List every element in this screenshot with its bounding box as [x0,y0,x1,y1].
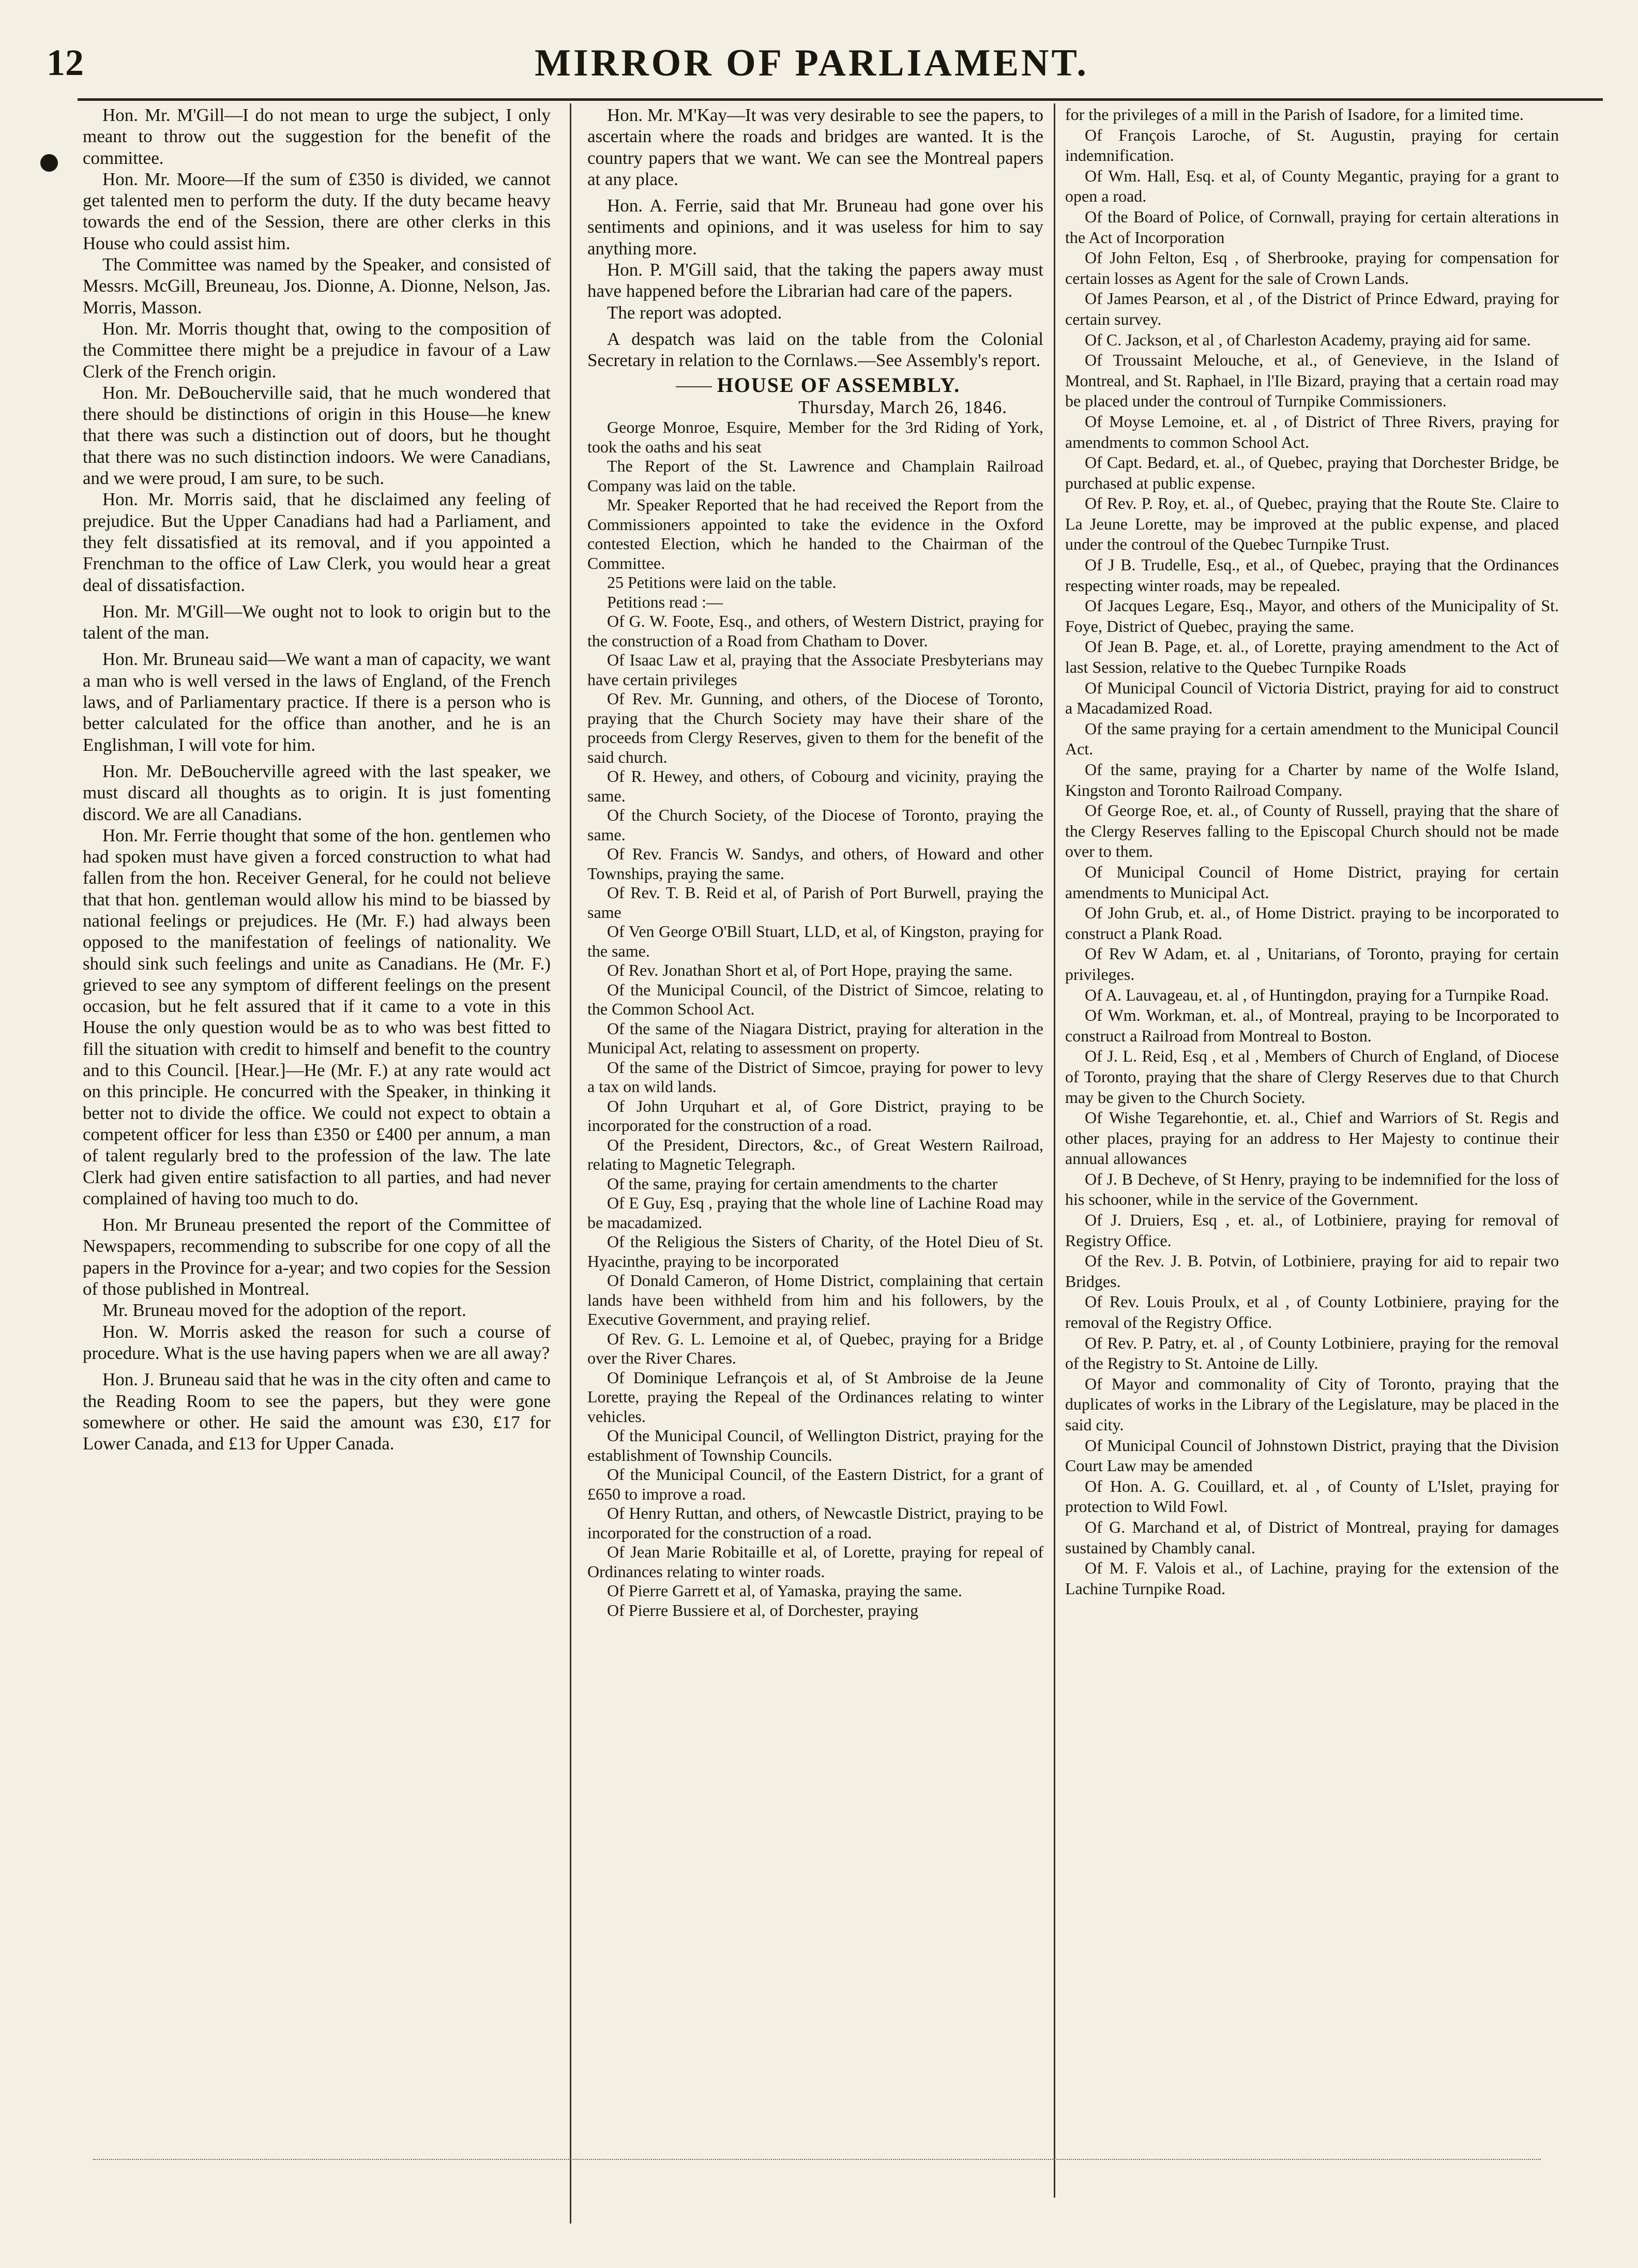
petition-item: Of the Municipal Council, of Wellington District, praying for the establishment of Township Councils. [587,1426,1043,1464]
paragraph: Hon. Mr. M'Gill—I do not mean to urge the subject, I only meant to throw out the suggestion for the benefit of the committee. [83,105,551,168]
petition-item: Of John Grub, et. al., of Home District. praying to be incorporated to construct a Plank Road. [1065,903,1559,943]
petition-item: Of Rev. T. B. Reid et al, of Parish of Port Burwell, praying the same [587,883,1043,921]
proceeding-item: George Monroe, Esquire, Member for the 3rd Riding of York, took the oaths and his seat [587,418,1043,456]
petition-item: Of the Religious the Sisters of Charity, of the Hotel Dieu of St. Hyacinthe, praying to be incorporated [587,1232,1043,1271]
paragraph: Hon. Mr. DeBoucherville said, that he much wondered that there should be distinctions of origin in this House—he knew that there was such a distinction out of doors, but he thought that there was no such distinction indoors. We were Canadians, and we were proud, I am sure, to be such. [83,382,551,489]
petition-item: Of Municipal Council of Home District, praying for certain amendments to Municipal Act. [1065,862,1559,902]
paragraph: Hon. Mr Bruneau presented the report of the Committee of Newspapers, recommending to subscribe for one copy of all the papers in the Province for a-year; and two copies for the Session of those published in Montreal. [83,1215,551,1299]
petition-item: Of Rev W Adam, et. al , Unitarians, of Toronto, praying for certain privileges. [1065,944,1559,984]
petition-item: Of Municipal Council of Johnstown District, praying that the Division Court Law may be amended [1065,1435,1559,1475]
petition-item: Of C. Jackson, et al , of Charleston Academy, praying aid for same. [1085,330,1531,349]
paragraph: Hon. W. Morris asked the reason for such a course of procedure. What is the use having papers when we are all away? [83,1321,551,1363]
petition-item: Of George Roe, et. al., of County of Russell, praying that the share of the Clergy Reserves falling to the Episcopal Church should not be made over to them. [1065,801,1559,861]
petition-item: Of the same of the Niagara District, praying for alteration in the Municipal Act, relating to assessment on property. [587,1019,1043,1057]
petition-item: Of the Municipal Council, of the District of Simcoe, relating to the Common School Act. [587,980,1043,1019]
paragraph: Hon. P. M'Gill said, that the taking the papers away must have happened before the Librarian had care of the papers. [587,260,1043,301]
paragraph: Hon. Mr. M'Kay—It was very desirable to see the papers, to ascertain where the roads and bridges are wanted. It is the country papers that we want. We can see the Montreal papers at any place. [587,105,1043,189]
column-rule-2 [1054,103,1055,2198]
petition-item: Of Wm. Hall, Esq. et al, of County Megantic, praying for a grant to open a road. [1065,166,1559,206]
petition-item: Of Donald Cameron, of Home District, complaining that certain lands have been withheld from him and his followers, by the Executive Government, and praying relief. [587,1271,1043,1329]
petition-item: Of Rev. Jonathan Short et al, of Port Hope, praying the same. [607,961,1013,980]
paragraph: Hon. Mr. Ferrie thought that some of the hon. gentlemen who had spoken must have given a forced construction to what had fallen from the hon. Receiver General, for he could not believe that that hon. gentleman would allow his mind to be biassed by national feelings or prejudices. He (Mr. F.) had always been opposed to the manifestation of feelings of nationality. We should sink such feelings and unite as Canadians. He (Mr. F.) grieved to see any symptom of different feelings on the present occasion, but he felt assured that if it came to a vote in this House the only question would be as to who was best fitted to fill the situation with credit to himself and benefit to the country and to this Council. [Hear.]—He (Mr. F.) at any rate would act on this principle. He concurred with the Speaker, in thinking it better not to divide the office. We could not expect to obtain a competent officer for less than £350 or £400 per annum, a man of talent regularly bred to the profession of the law. The late Clerk had given entire satisfaction to all parties, and had never complained of having too much to do. [83,825,551,1208]
petition-item: Of the Rev. J. B. Potvin, of Lotbiniere, praying for aid to repair two Bridges. [1065,1251,1559,1291]
petition-item: Of the same of the District of Simcoe, praying for power to levy a tax on wild lands. [587,1057,1043,1096]
heading-rule [676,386,712,387]
paragraph: Hon. Mr. DeBoucherville agreed with the last speaker, we must discard all thoughts as to origin. It is just fomenting discord. We are all Canadians. [83,761,551,824]
petition-item: Of R. Hewey, and others, of Cobourg and vicinity, praying the same. [587,767,1043,805]
petition-item: Of the Board of Police, of Cornwall, praying for certain alterations in the Act of Incorporation [1065,207,1559,247]
petition-item: Of the same, praying for certain amendments to the charter [607,1174,998,1193]
proceedings-list [587,418,1043,1620]
bottom-rule [93,2159,1541,2160]
proceeding-item: The Report of the St. Lawrence and Champlain Railroad Company was laid on the table. [587,457,1043,495]
paragraph: The Committee was named by the Speaker, and consisted of Messrs. McGill, Breuneau, Jos. Dionne, A. Dionne, Nelson, Jas. Morris, Masson. [83,254,551,317]
paragraph: Hon. Mr. Morris said, that he disclaimed any feeling of prejudice. But the Upper Canadians had had a Parliament, and they felt dissatisfied at its removal, and if you appointed a Frenchman to the office of Law Clerk, you would hear a great deal of dissatisfaction. [83,489,551,595]
petition-item: Of Mayor and commonality of City of Toronto, praying that the duplicates of works in the Library of the Legislature, may be placed in the said city. [1065,1374,1559,1434]
paragraph: Hon. Mr. Bruneau said—We want a man of capacity, we want a man who is well versed in the laws of England, of the French laws, and of Parliamentary practice. If there is a person who is better calculated for the office than another, and he is an Englishman, I will vote for him. [83,649,551,755]
paragraph: Hon. Mr. Moore—If the sum of £350 is divided, we cannot get talented men to perform the duty. If the duty became heavy towards the end of the Session, there are other clerks in this House who could assist him. [83,169,551,253]
petition-item: Of J. L. Reid, Esq , et al , Members of Church of England, of Diocese of Toronto, praying that the share of Clergy Reserves due to that Church may be given to the Church Society. [1065,1047,1559,1107]
header-rule [78,98,1603,101]
petition-item: Of Rev. G. L. Lemoine et al, of Quebec, praying for a Bridge over the River Chares. [587,1329,1043,1368]
petition-item: Of Dominique Lefrançois et al, of St Ambroise de la Jeune Lorette, praying the Repeal of the Ordinances relating to winter vehicles. [587,1368,1043,1426]
petition-item: Of G. Marchand et al, of District of Montreal, praying for damages sustained by Chambly canal. [1065,1517,1559,1557]
ink-blot [40,154,58,172]
column-3 [1065,104,1559,1599]
petition-item: Of the same praying for a certain amendment to the Municipal Council Act. [1065,719,1559,759]
petition-item: Of A. Lauvageau, et. al , of Huntingdon, praying for a Turnpike Road. [1085,985,1549,1004]
petition-item: Of Troussaint Melouche, et al., of Genevieve, in the Island of Montreal, and St. Raphael, in l'Ile Bizard, praying that a certain road may be placed under the controul of Turnpike Commissioners. [1065,351,1559,411]
petition-item: Of Ven George O'Bill Stuart, LLD, et al, of Kingston, praying for the same. [587,922,1043,960]
petition-item: Of John Urquhart et al, of Gore District, praying to be incorporated for the construction of a road. [587,1096,1043,1135]
petition-item: Of M. F. Valois et al., of Lachine, praying for the extension of the Lachine Turnpike Road. [1065,1559,1559,1598]
petition-item: Of Isaac Law et al, praying that the Associate Presbyterians may have certain privileges [587,651,1043,689]
petition-item: Of Municipal Council of Victoria District, praying for aid to construct a Macadamized Road. [1065,678,1559,718]
column-rule-1 [570,103,571,2224]
page-number: 12 [47,42,84,83]
petition-item: Of the Municipal Council, of the Eastern District, for a grant of £650 to improve a road. [587,1465,1043,1503]
page-title: MIRROR OF PARLIAMENT. [535,42,1089,84]
section-heading [587,374,1043,396]
dateline: Thursday, March 26, 1846. [798,397,1007,417]
section-title: HOUSE OF ASSEMBLY. [717,373,961,397]
petition-item: Of John Felton, Esq , of Sherbrooke, praying for compensation for certain losses as Agent for the sale of Crown Lands. [1065,248,1559,288]
petition-item: Of Wm. Workman, et. al., of Montreal, praying to be Incorporated to construct a Railroad from Montreal to Boston. [1065,1006,1559,1045]
petition-item: Of Jean Marie Robitaille et al, of Lorette, praying for repeal of Ordinances relating to winter roads. [587,1543,1043,1581]
paragraph: Mr. Bruneau moved for the adoption of the report. [102,1300,466,1321]
petition-item: for the privileges of a mill in the Parish of Isadore, for a limited time. [1065,105,1524,124]
petition-item: Of Moyse Lemoine, et. al , of District of Three Rivers, praying for amendments to common School Act. [1065,412,1559,451]
petition-item: Of J. Druiers, Esq , et. al., of Lotbiniere, praying for removal of Registry Office. [1065,1211,1559,1250]
petition-item: Of Rev. Francis W. Sandys, and others, of Howard and other Townships, praying the same. [587,844,1043,883]
petition-item: Of J B. Trudelle, Esq., et al., of Quebec, praying that the Ordinances respecting winter roads, may be repealed. [1065,555,1559,595]
paragraph: Hon. J. Bruneau said that he was in the city often and came to the Reading Room to see the papers, but they were gone somewhere or other. He said the amount was £30, £17 for Lower Canada, and £13 for Upper Canada. [83,1369,551,1454]
petition-item: Of Rev. P. Roy, et. al., of Quebec, praying that the Route Ste. Claire to La Jeune Lorette, may be improved at the public expense, and placed under the controul of the Quebec Turnpike Trust. [1065,494,1559,554]
petition-item: Of the same, praying for a Charter by name of the Wolfe Island, Kingston and Toronto Railroad Company. [1065,760,1559,799]
petition-item: Of the President, Directors, &c., of Great Western Railroad, relating to Magnetic Telegraph. [587,1135,1043,1174]
paragraph: A despatch was laid on the table from the Colonial Secretary in relation to the Cornlaws.—See Assembly's report. [587,328,1043,371]
petition-item: Of Jacques Legare, Esq., Mayor, and others of the Municipality of St. Foye, District of Quebec, praying the same. [1065,596,1559,636]
petition-item: Of Jean B. Page, et. al., of Lorette, praying amendment to the Act of last Session, relative to the Quebec Turnpike Roads [1065,637,1559,677]
column-2 [587,104,1043,1620]
petition-item: Of Pierre Garrett et al, of Yamaska, praying the same. [607,1581,962,1600]
petition-item: Of the Church Society, of the Diocese of Toronto, praying the same. [587,806,1043,844]
petition-item: Of Capt. Bedard, et. al., of Quebec, praying that Dorchester Bridge, be purchased at public expense. [1065,453,1559,492]
petition-item: Of Rev. Louis Proulx, et al , of County Lotbiniere, praying for the removal of the Registry Office. [1065,1292,1559,1332]
paragraph: The report was adopted. [607,302,782,323]
column-1 [83,104,551,1454]
page-header [47,30,1577,97]
proceeding-item: Mr. Speaker Reported that he had received the Report from the Commissioners appointed to take the evidence in the Oxford contested Election, which he handed to the Chairman of the Committee. [587,495,1043,572]
proceeding-item: 25 Petitions were laid on the table. [607,573,837,592]
petition-item: Of Rev. Mr. Gunning, and others, of the Diocese of Toronto, praying that the Church Society may have their share of the proceeds from Clergy Reserves, given to them for the benefit of the said church. [587,689,1043,766]
petition-item: Of E Guy, Esq , praying that the whole line of Lachine Road may be macadamized. [587,1193,1043,1232]
petition-item: Of James Pearson, et al , of the District of Prince Edward, praying for certain survey. [1065,289,1559,328]
petition-item: Of Wishe Tegarehontie, et. al., Chief and Warriors of St. Regis and other places, praying for an address to Her Majesty to continue their annual allowances [1065,1108,1559,1168]
paragraph: Hon. Mr. Morris thought that, owing to the composition of the Committee there might be a prejudice in favour of a Law Clerk of the French origin. [83,318,551,382]
petition-item: Of Henry Ruttan, and others, of Newcastle District, praying to be incorporated for the construction of a road. [587,1504,1043,1542]
paragraph: Hon. Mr. M'Gill—We ought not to look to origin but to the talent of the man. [83,601,551,643]
petition-item: Of Pierre Bussiere et al, of Dorchester, praying [607,1600,919,1620]
paragraph: Hon. A. Ferrie, said that Mr. Bruneau had gone over his sentiments and opinions, and it was useless for him to say anything more. [587,195,1043,259]
petition-item: Of J. B Decheve, of St Henry, praying to be indemnified for the loss of his schooner, while in the service of the Government. [1065,1169,1559,1209]
proceeding-item: Petitions read :— [607,592,723,611]
petition-item: Of Rev. P. Patry, et. al , of County Lotbiniere, praying for the removal of the Registry to St. Antoine de Lilly. [1065,1333,1559,1373]
petition-item: Of G. W. Foote, Esq., and others, of Western District, praying for the construction of a Road from Chatham to Dover. [587,612,1043,650]
petition-item: Of François Laroche, of St. Augustin, praying for certain indemnification. [1065,125,1559,165]
petition-item: Of Hon. A. G. Couillard, et. al , of County of L'Islet, praying for protection to Wild Fowl. [1065,1476,1559,1516]
